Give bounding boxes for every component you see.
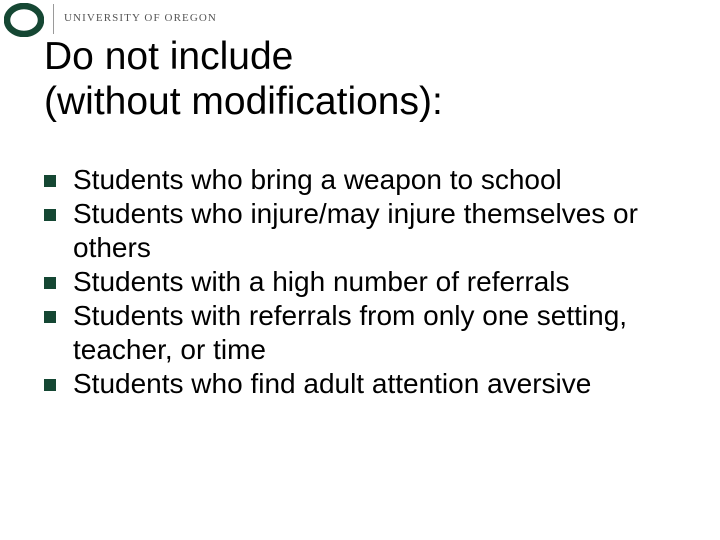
bullet-item [44,197,704,265]
square-bullet-icon [44,311,56,323]
oregon-o-logo-icon [4,3,44,37]
header-divider [53,4,54,34]
bullet-list [44,163,704,401]
bullet-item [44,265,704,299]
bullet-text: Students who bring a weapon to school [73,164,562,195]
square-bullet-icon [44,277,56,289]
slide-title: Do not include (without modifications): [44,35,443,123]
bullet-item [44,163,704,197]
square-bullet-icon [44,209,56,221]
bullet-text: Students with a high number of referrals [73,266,570,297]
university-name: UNIVERSITY OF OREGON [64,12,217,24]
square-bullet-icon [44,379,56,391]
bullet-item [44,299,704,367]
bullet-text: Students with referrals from only one setting, teacher, or time [73,300,628,365]
bullet-item [44,367,704,401]
bullet-text: Students who find adult attention aversive [73,368,592,399]
bullet-text: Students who injure/may injure themselves or others [73,198,638,263]
square-bullet-icon [44,175,56,187]
